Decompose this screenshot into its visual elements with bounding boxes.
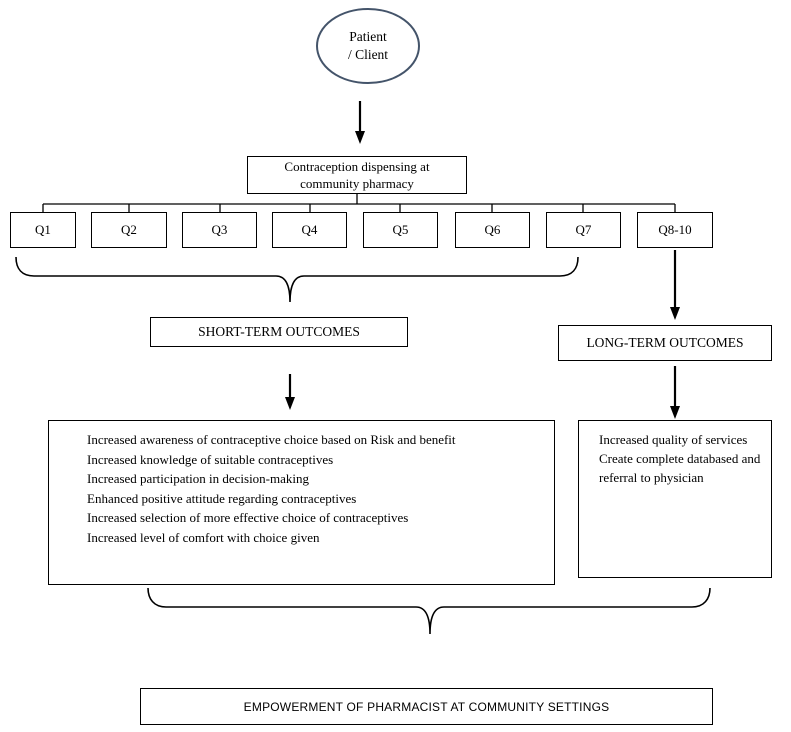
patient-client-node [315,7,421,85]
short-term-outcome-item: Increased selection of more effective choice of contraceptives [87,510,409,525]
q6-label: Q6 [484,222,501,237]
q5-label: Q5 [392,222,409,237]
question-box-q8-10 [637,212,713,248]
patient-label-line2: / Client [347,47,389,62]
long-term-outcome-item: Increased quality of services [599,432,748,447]
brace-short-term [16,257,578,302]
dispensing-node [247,156,467,194]
brace-empowerment [148,588,710,634]
q1-label: Q1 [35,222,51,237]
q2-label: Q2 [121,222,137,237]
arrow-q8-to-longterm [670,250,680,320]
short-term-label: SHORT-TERM OUTCOMES [198,324,360,339]
dispensing-label: Contraception dispensing at community pharmacy [284,159,430,191]
arrow-patient-to-dispensing [355,101,365,144]
question-box-q7 [546,212,621,248]
patient-client-label [315,7,421,85]
short-term-outcome-item: Increased awareness of contraceptive choice based on Risk and benefit [87,432,456,447]
patient-label-line1: Patient [349,29,387,44]
question-box-q3 [182,212,257,248]
question-box-q4 [272,212,347,248]
empowerment-node [140,688,713,725]
connector-dispensing-to-questions [43,194,675,213]
empowerment-label: EMPOWERMENT OF PHARMACIST AT COMMUNITY SETTINGS [243,699,610,714]
long-term-outcomes-list [578,420,772,578]
short-term-outcomes-list [48,420,555,585]
question-box-q1 [10,212,76,248]
arrow-shortterm-to-list [285,374,295,410]
question-box-q2 [91,212,167,248]
q7-label: Q7 [575,222,592,237]
long-term-outcomes-node [558,325,772,361]
long-term-outcome-item: Create complete databased and referral to physician [599,451,761,485]
short-term-outcome-item: Increased level of comfort with choice given [87,529,320,545]
short-term-outcome-item: Increased participation in decision-making [87,471,310,486]
arrow-longterm-to-list [670,366,680,419]
short-term-outcome-item: Increased knowledge of suitable contraceptives [87,451,334,467]
question-box-q6 [455,212,530,248]
short-term-outcomes-node [150,317,408,347]
long-term-label: LONG-TERM OUTCOMES [586,335,744,350]
q8-10-label: Q8-10 [658,222,692,237]
q3-label: Q3 [211,222,228,237]
short-term-outcome-item: Enhanced positive attitude regarding contraceptives [87,490,357,506]
q4-label: Q4 [301,222,318,237]
question-box-q5 [363,212,438,248]
